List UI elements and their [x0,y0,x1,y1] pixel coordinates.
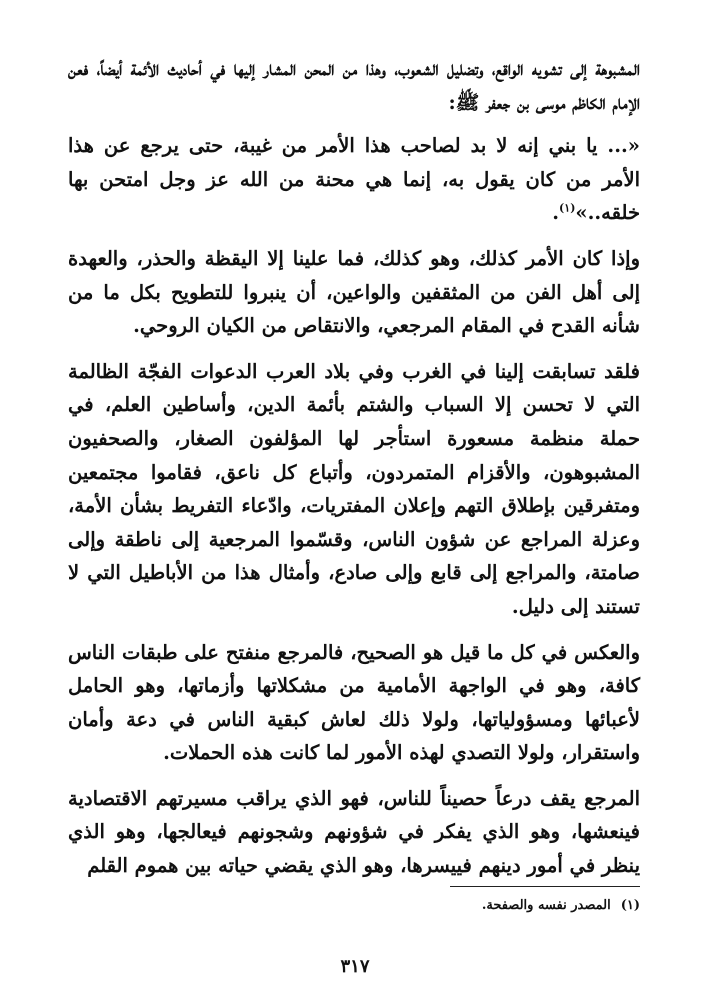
footnote-divider [450,886,640,887]
footnote-number: (١) [620,898,640,913]
quotation-paragraph: «... يا بني إنه لا بد لصاحب هذا الأمر من غيبة، حتى يرجع عن هذا الأمر من كان يقول به، إنما هي محنة من الله عز وجل امتحن بها خلقه..»$^{(١)}$. [68,134,640,225]
paragraph-6: المرجع يقف درعاً حصيناً للناس، فهو الذي يراقب مسيرتهم الاقتصادية فينعشها، وهو الذي يفكر في شؤونهم وشجونهم فيعالجها، وهو الذي ينظر في أمور دينهم فييسرها، وهو الذي يقضي حياته بين هموم القلم [68,786,640,878]
body-text [68,52,640,883]
paragraph-5: والعكس في كل ما قيل هو الصحيح، فالمرجع منفتح على طبقات الناس كافة، وهو في الواجهة الأمامية من مشكلاتها وأزماتها، وهو الحامل لأعبائها ومسؤولياتها، ولولا ذلك لعاش كبقية الناس في دعة وأمان واستقرار، ولولا التصدي لهذه الأمور لما كانت هذه الحملات. [68,640,640,765]
quotation-text: «... يا بني إنه لا بد لصاحب هذا الأمر من غيبة، حتى يرجع عن هذا الأمر من كان يقول به، إنما هي محنة من الله عز وجل امتحن بها خلقه..» [68,134,640,225]
footnote [482,896,640,916]
footnote-reference: (١) [559,201,576,215]
paragraph-1: المشبوهة إلى تشويه الواقع، وتضليل الشعوب، وهذا من المحن المشار إليها في أحاديث الأئمة أيضاً، فعن الإمام الكاظم موسى بن جعفر ﷺ: [68,57,640,114]
paragraph-4: فلقد تسابقت إلينا في الغرب وفي بلاد العرب الدعوات الفجّة الظالمة التي لا تحسن إلا السباب والشتم بأئمة الدين، وأساطين العلم، في حملة منظمة مسعورة استأجر لها المؤلفون الصغار، والصحفيون المشبوهون، والأقزام المتمردون، وأتباع كل ناعق، فقاموا مجتمعين ومتفرقين بإطلاق التهم وإعلان المفتريات، وادّعاء التفريط بشأن الأمة، وعزلة المراجع عن شؤون الناس، وقسّموا المرجعية إلى ناطقة وإلى صامتة، والمراجع إلى قابع وإلى صادع، وأمثال هذا من الأباطيل التي لا تستند إلى دليل. [68,359,640,618]
page-number: ٣١٧ [340,956,370,977]
footnote-text: المصدر نفسه والصفحة. [481,898,611,913]
paragraph-3: وإذا كان الأمر كذلك، وهو كذلك، فما علينا إلا اليقظة والحذر، والعهدة إلى أهل الفن من المثقفين والواعين، أن ينبروا للتطويح بكل ما من شأنه القدح في المقام المرجعي، والانتقاص من الكيان الروحي. [68,246,640,338]
